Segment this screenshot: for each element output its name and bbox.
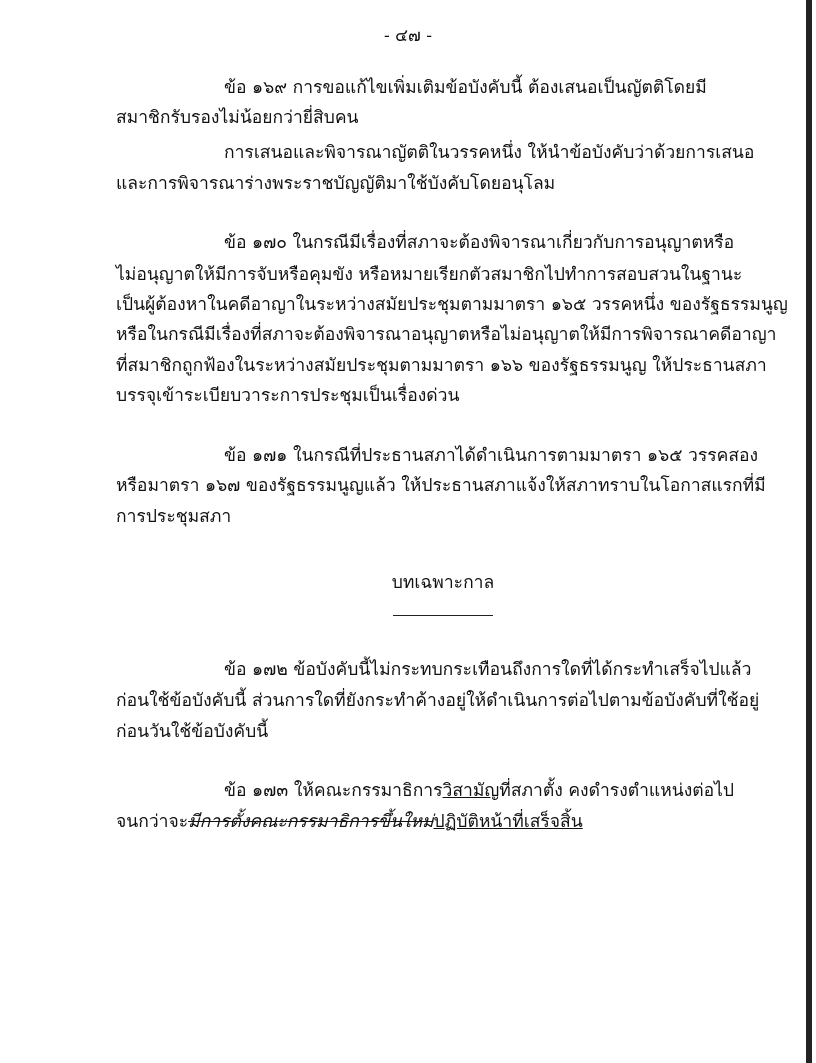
clause-173-text-a: ข้อ ๑๗๓ ให้คณะกรรมาธิการ xyxy=(224,781,443,801)
clause-169-line-2: สมาชิกรับรองไม่น้อยกว่ายี่สิบคน xyxy=(116,108,359,128)
underlined-word: วิสามัญ xyxy=(442,781,500,801)
clause-171-line-3: การประชุมสภา xyxy=(116,507,232,527)
clause-170-line-3: เป็นผู้ต้องหาในคดีอาญาในระหว่างสมัยประชุมตามมาตรา ๑๖๕ วรรคหนึ่ง ของรัฐธรรมนูญ xyxy=(116,295,788,315)
struck-out-text: มีการตั้งคณะกรรมาธิการขึ้นใหม่ xyxy=(188,812,434,832)
heading-underline xyxy=(393,615,493,616)
clause-171-line-1: ข้อ ๑๗๑ ในกรณีที่ประธานสภาได้ดำเนินการตามมาตรา ๑๖๕ วรรคสอง xyxy=(224,446,759,466)
clause-170-line-4: หรือในกรณีมีเรื่องที่สภาจะต้องพิจารณาอนุญาตหรือไม่อนุญาตให้มีการพิจารณาคดีอาญา xyxy=(116,325,777,345)
clause-170-line-1: ข้อ ๑๗๐ ในกรณีมีเรื่องที่สภาจะต้องพิจารณาเกี่ยวกับการอนุญาตหรือ xyxy=(224,233,735,253)
clause-169-line-1: ข้อ ๑๖๙ การขอแก้ไขเพิ่มเติมข้อบังคับนี้ ต้องเสนอเป็นญัตติโดยมี xyxy=(224,78,707,98)
clause-169-line-4: และการพิจารณาร่างพระราชบัญญัติมาใช้บังคับโดยอนุโลม xyxy=(116,174,556,194)
clause-169-line-3: การเสนอและพิจารณาญัตติในวรรคหนึ่ง ให้นำข้อบังคับว่าด้วยการเสนอ xyxy=(224,143,755,163)
clause-170-line-6: บรรจุเข้าระเบียบวาระการประชุมเป็นเรื่องด่วน xyxy=(116,386,460,406)
clause-170-line-2: ไม่อนุญาตให้มีการจับหรือคุมขัง หรือหมายเรียกตัวสมาชิกไปทำการสอบสวนในฐานะ xyxy=(116,265,743,285)
clause-170-line-5: ที่สมาชิกถูกฟ้องในระหว่างสมัยประชุมตามมาตรา ๑๖๖ ของรัฐธรรมนูญ ให้ประธานสภา xyxy=(116,356,767,376)
clause-173-line-2 xyxy=(116,810,583,834)
underlined-phrase: ปฏิบัติหน้าที่เสร็จสิ้น xyxy=(433,812,583,832)
clause-172-line-1: ข้อ ๑๗๒ ข้อบังคับนี้ไม่กระทบกระเทือนถึงการใดที่ได้กระทำเสร็จไปแล้ว xyxy=(224,660,752,680)
section-heading: บทเฉพาะกาล xyxy=(391,573,495,593)
clause-173-text-c: ที่สภาตั้ง คงดำรงตำแหน่งต่อไป xyxy=(499,781,735,801)
clause-172-line-3: ก่อนวันใช้ข้อบังคับนี้ xyxy=(116,722,269,742)
clause-173-line-1 xyxy=(224,779,734,803)
page-number: - ๔๗ - xyxy=(384,26,432,46)
scan-edge xyxy=(806,0,812,1063)
clause-171-line-2: หรือมาตรา ๑๖๗ ของรัฐธรรมนูญแล้ว ให้ประธานสภาแจ้งให้สภาทราบในโอกาสแรกที่มี xyxy=(116,476,766,496)
clause-173-text-d: จนกว่าจะ xyxy=(116,812,189,832)
clause-172-line-2: ก่อนใช้ข้อบังคับนี้ ส่วนการใดที่ยังกระทำค้างอยู่ให้ดำเนินการต่อไปตามข้อบังคับที่ใช้อยู่ xyxy=(116,691,760,711)
